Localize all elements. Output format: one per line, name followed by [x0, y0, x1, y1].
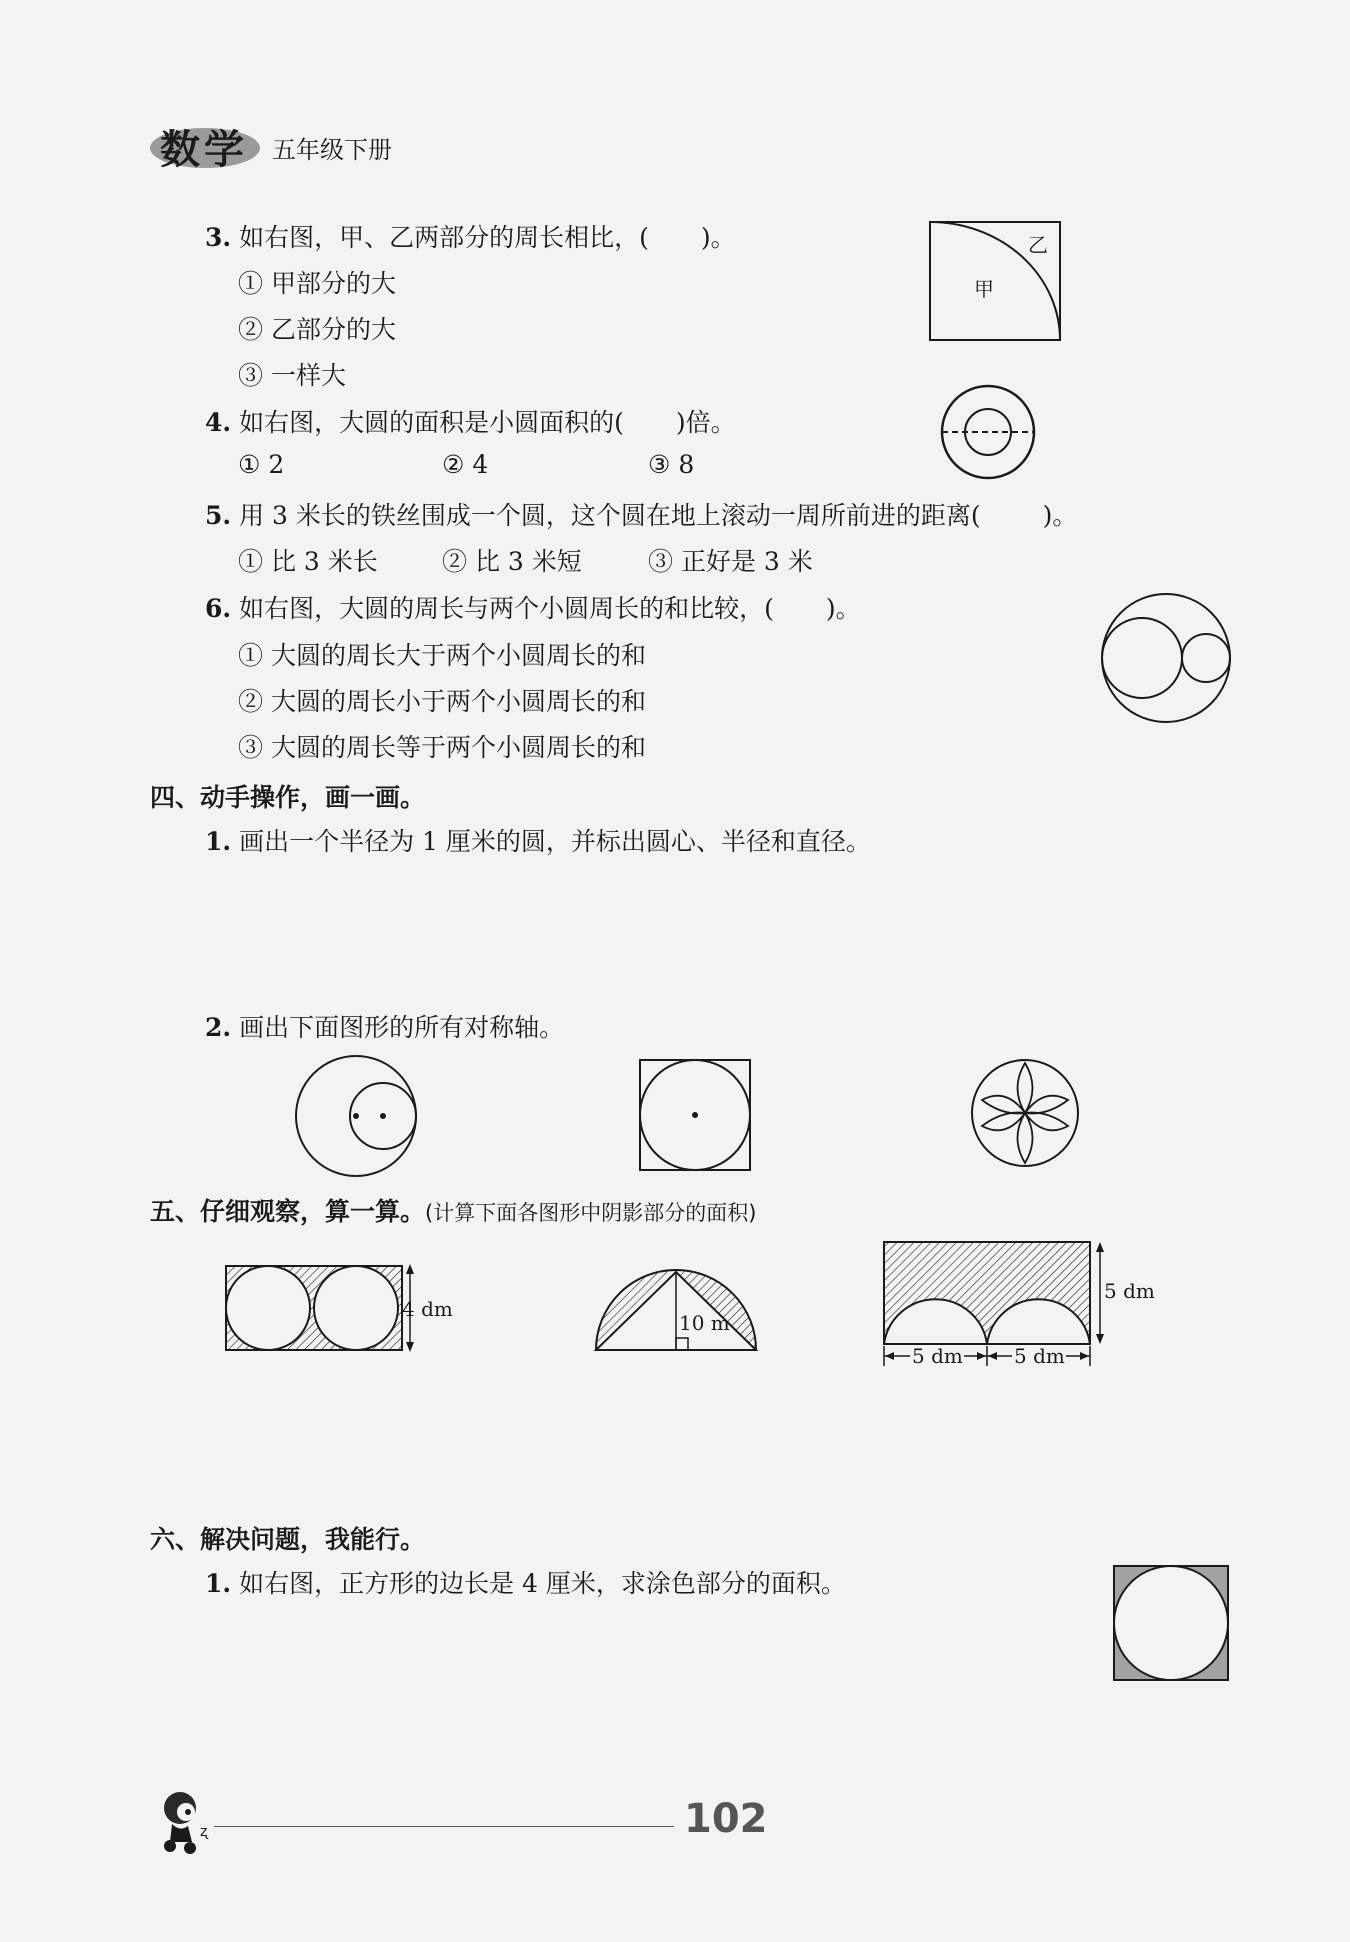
fig3-width1-label: 5 dm — [912, 1344, 963, 1368]
option-5-3[interactable]: ③ 正好是 3 米 — [648, 547, 813, 576]
inscribed-circle-figure — [940, 384, 1036, 480]
question-number: 2. — [205, 1013, 232, 1042]
label-jia: 甲 — [974, 277, 994, 301]
symmetry-figure-2[interactable] — [638, 1058, 752, 1172]
section-4-title: 四、动手操作，画一画。 — [150, 783, 426, 812]
question-4 — [205, 403, 736, 439]
option-3-3[interactable]: ③ 一样大 — [238, 361, 346, 390]
question-close: )。 — [700, 223, 736, 252]
question-number: 1. — [205, 827, 232, 856]
option-4-1[interactable]: ① 2 — [238, 450, 285, 479]
symmetry-figure-1[interactable] — [294, 1054, 418, 1178]
label-yi: 乙 — [1028, 233, 1048, 257]
question-number: 5. — [205, 501, 232, 530]
question-text: 如右图，大圆的面积是小圆面积的( — [239, 408, 624, 437]
question-close: )。 — [825, 594, 861, 623]
header-subtitle: 五年级下册 — [272, 136, 392, 164]
section-6-title: 六、解决问题，我能行。 — [150, 1525, 426, 1554]
symmetry-figure-3[interactable] — [970, 1058, 1080, 1168]
question-number: 4. — [205, 408, 232, 437]
section-4-question-1 — [205, 822, 871, 858]
option-4-3[interactable]: ③ 8 — [648, 450, 695, 479]
dimension-widths — [882, 1342, 1098, 1372]
option-3-2[interactable]: ② 乙部分的大 — [238, 315, 396, 344]
question-text: 如右图，大圆的周长与两个小圆周长的和比较，( — [239, 594, 774, 623]
quarter-circle-figure — [928, 220, 1062, 342]
option-6-3[interactable]: ③ 大圆的周长等于两个小圆周长的和 — [238, 733, 646, 762]
footer-rule — [214, 1826, 674, 1827]
option-4-2[interactable]: ② 4 — [442, 450, 489, 479]
section-5-note: (计算下面各图形中阴影部分的面积) — [425, 1201, 757, 1225]
section-5-title — [150, 1192, 756, 1228]
question-text: 如右图，正方形的边长是 4 厘米，求涂色部分的面积。 — [239, 1569, 846, 1598]
section-6-question-1 — [205, 1564, 846, 1600]
fig2-label: 10 m — [679, 1311, 730, 1335]
question-text: 如右图，甲、乙两部分的周长相比，( — [239, 223, 649, 252]
option-5-2[interactable]: ② 比 3 米短 — [442, 547, 582, 576]
header-title: 数学 — [160, 127, 248, 173]
svg-text:ʐ: ʐ — [200, 1824, 208, 1840]
option-3-1[interactable]: ① 甲部分的大 — [238, 269, 396, 298]
question-number: 1. — [205, 1569, 232, 1598]
drawing-area[interactable] — [205, 870, 1105, 1000]
option-6-1[interactable]: ① 大圆的周长大于两个小圆周长的和 — [238, 641, 646, 670]
question-number: 3. — [205, 223, 232, 252]
fig3-width2-label: 5 dm — [1014, 1344, 1065, 1368]
question-6 — [205, 589, 861, 625]
question-close: )倍。 — [675, 408, 736, 437]
dimension-height — [1094, 1240, 1164, 1346]
fig1-label: 4 dm — [402, 1297, 453, 1321]
question-text: 用 3 米长的铁丝围成一个圆，这个圆在地上滚动一周所前进的距离( — [239, 501, 981, 530]
shaded-figure-1 — [222, 1262, 402, 1354]
option-6-2[interactable]: ② 大圆的周长小于两个小圆周长的和 — [238, 687, 646, 716]
question-5 — [205, 496, 1077, 532]
question-3 — [205, 218, 736, 254]
section-4-question-2 — [205, 1008, 564, 1044]
question-text: 画出一个半径为 1 厘米的圆，并标出圆心、半径和直径。 — [239, 827, 871, 856]
shaded-figure-2 — [594, 1268, 758, 1354]
question-text: 画出下面图形的所有对称轴。 — [239, 1013, 565, 1042]
square-with-circle-figure — [1112, 1564, 1230, 1682]
shaded-figure-3 — [882, 1240, 1098, 1352]
question-number: 6. — [205, 594, 232, 623]
two-circles-in-circle-figure — [1100, 592, 1232, 724]
option-5-1[interactable]: ① 比 3 米长 — [238, 547, 378, 576]
fig3-height-label: 5 dm — [1104, 1279, 1155, 1303]
section-5-heading: 五、仔细观察，算一算。 — [150, 1197, 426, 1226]
page-number: 102 — [684, 1796, 768, 1842]
mascot-icon — [150, 1786, 220, 1856]
dimension-4dm — [404, 1262, 464, 1354]
question-close: )。 — [1042, 501, 1078, 530]
